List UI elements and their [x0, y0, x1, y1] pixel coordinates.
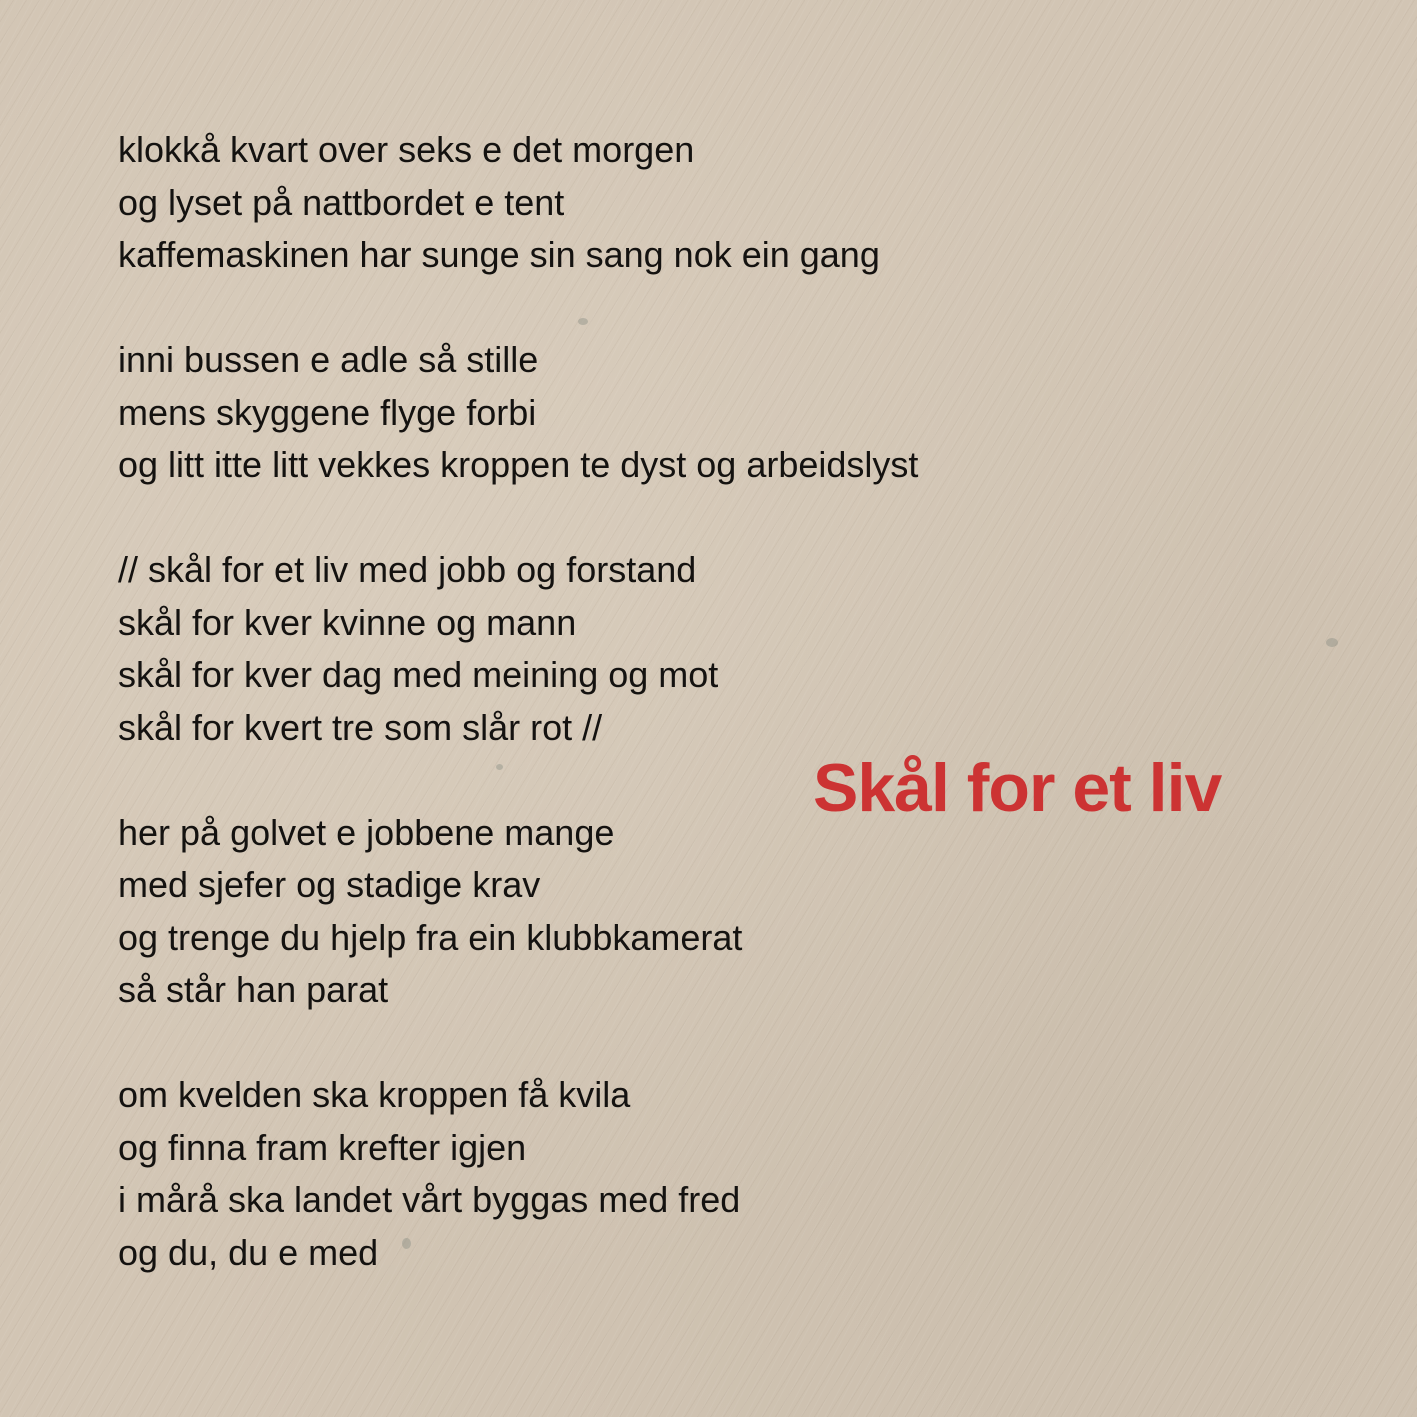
paper-speck: [1326, 638, 1338, 647]
stanza: [118, 334, 1058, 492]
stanza: [118, 807, 1058, 1017]
poem-line: og trenge du hjelp fra ein klubbkamerat: [118, 916, 743, 958]
poem-title: Skål for et liv: [813, 750, 1222, 826]
poem-line: skål for kver kvinne og mann: [118, 601, 577, 643]
poem-line: i mårå ska landet vårt byggas med fred: [118, 1179, 741, 1220]
poem-line: skål for kver dag med meining og mot: [118, 654, 719, 695]
poem-line: mens skyggene flyge forbi: [118, 391, 537, 433]
poem-line: og finna fram krefter igjen: [118, 1126, 527, 1168]
poem-line: med sjefer og stadige krav: [118, 864, 541, 905]
poem-line: kaffemaskinen har sunge sin sang nok ein gang: [118, 234, 880, 275]
stanza: [118, 1069, 1058, 1279]
poem-line: og lyset på nattbordet e tent: [118, 181, 565, 223]
poem-line: inni bussen e adle så stille: [118, 339, 539, 380]
poem-line: her på golvet e jobbene mange: [118, 811, 615, 853]
poem-line: og du, du e med: [118, 1231, 379, 1273]
poem-line: // skål for et liv med jobb og forstand: [118, 549, 697, 590]
poem-line: skål for kvert tre som slår rot //: [118, 706, 603, 748]
poem-line: klokkå kvart over seks e det morgen: [118, 129, 695, 170]
poem-line: om kvelden ska kroppen få kvila: [118, 1074, 631, 1115]
chorus-stanza: [118, 544, 1058, 754]
poem-line: og litt itte litt vekkes kroppen te dyst og arbeidslyst: [118, 444, 919, 485]
stanza: [118, 124, 1058, 282]
poem-body: [118, 124, 1058, 1279]
poem-line: så står han parat: [118, 969, 389, 1010]
